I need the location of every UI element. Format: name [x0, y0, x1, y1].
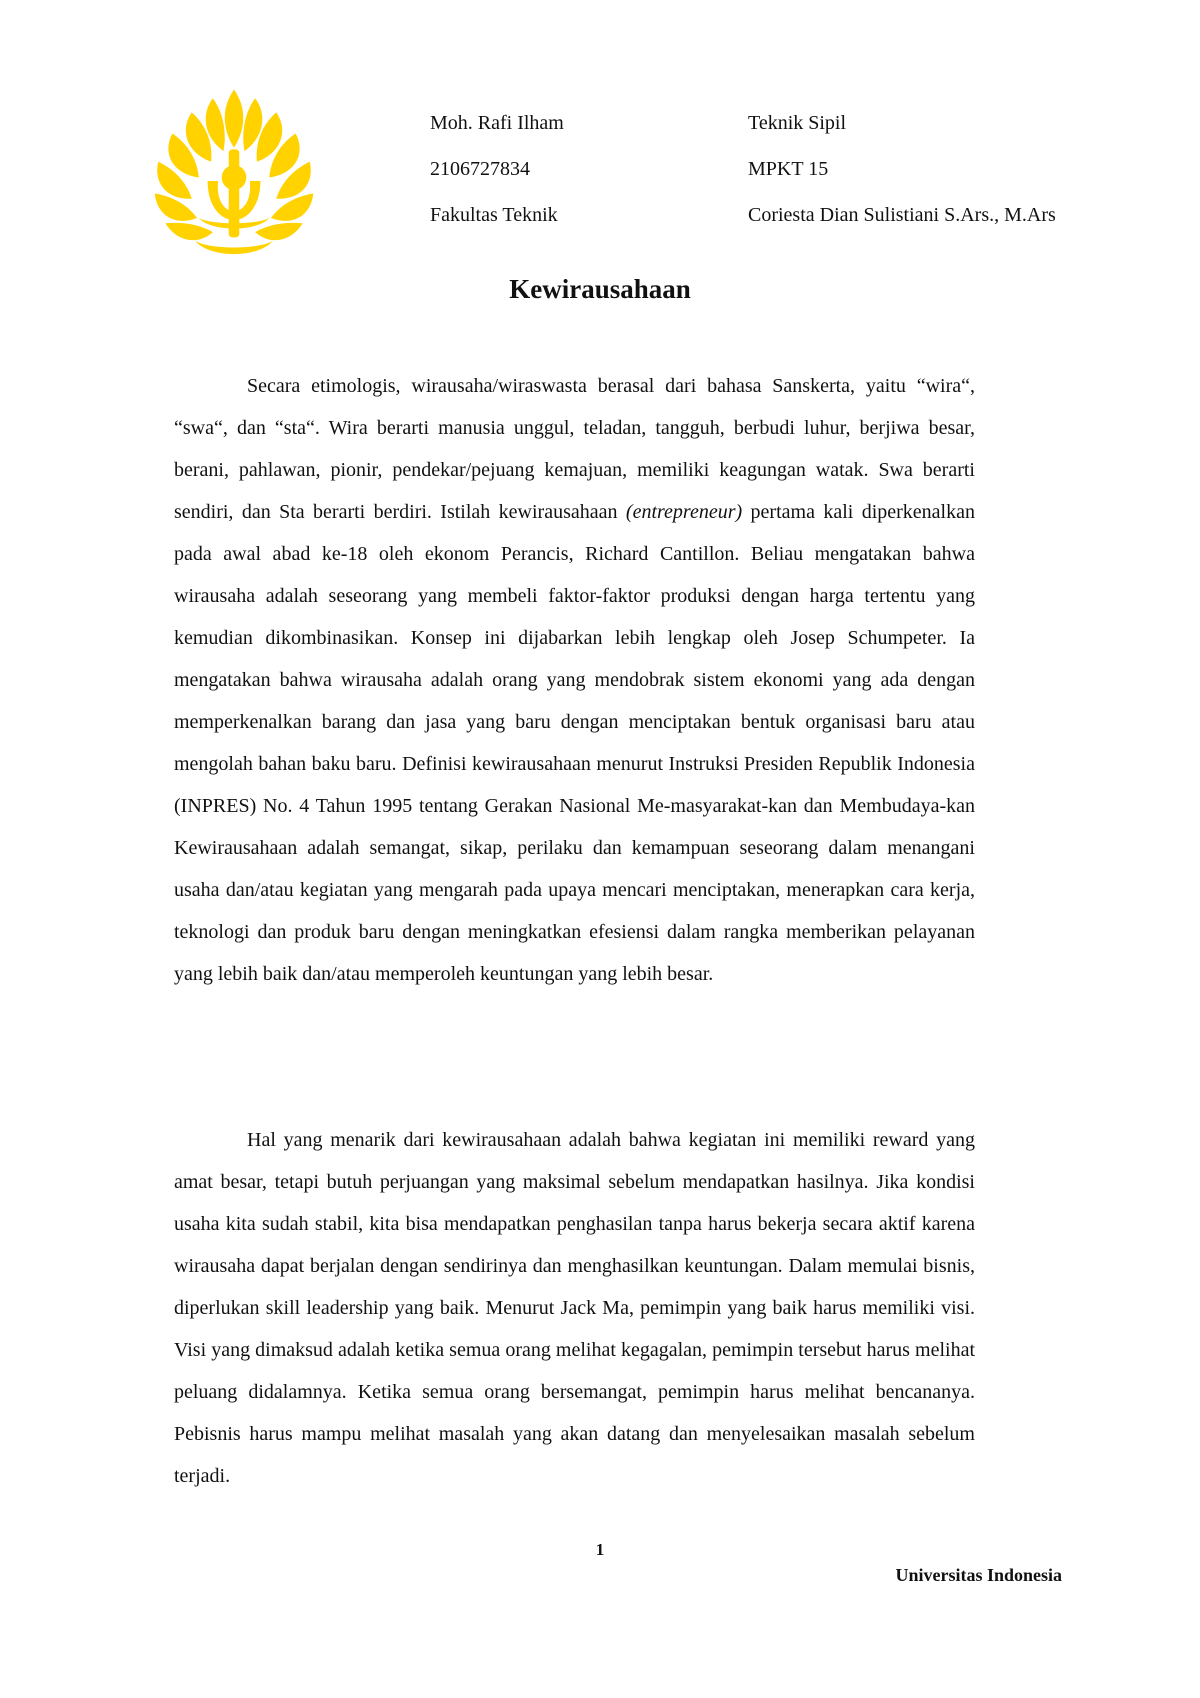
student-id: 2106727834: [430, 158, 530, 180]
paragraph-2: Hal yang menarik dari kewirausahaan adalah bahwa kegiatan ini memiliki reward yang amat besar, tetapi butuh perjuangan yang maksimal sebelum mendapatkan hasilnya. Jika kondisi usaha kita sudah stabil, kita bisa mendapatkan penghasilan tanpa harus bekerja secara aktif karena wirausaha dapat berjalan dengan sendirinya dan menghasilkan keuntungan. Dalam memulai bisnis, diperlukan skill leadership yang baik. Menurut Jack Ma, pemimpin yang baik harus memiliki visi. Visi yang dimaksud adalah ketika semua orang melihat kegagalan, pemimpin tersebut harus melihat peluang didalamnya. Ketika semua orang bersemangat, pemimpin harus melihat bencananya. Pebisnis harus mampu melihat masalah yang akan datang dan menyelesaikan masalah sebelum terjadi.: [174, 1129, 975, 1487]
paragraph-1-italic-term: (entrepreneur): [625, 501, 743, 523]
universitas-indonesia-logo: [146, 86, 322, 262]
paragraph-1: [174, 365, 975, 995]
lecturer: Coriesta Dian Sulistiani S.Ars., M.Ars: [748, 204, 1056, 226]
page-number: 1: [595, 1540, 605, 1559]
student-name: Moh. Rafi Ilham: [430, 112, 564, 134]
document-title: Kewirausahaan: [509, 274, 691, 304]
faculty: Fakultas Teknik: [430, 204, 558, 226]
paragraph-1-text-b: pertama kali diperkenalkan pada awal abad ke-18 oleh ekonom Perancis, Richard Cantillon. Beliau mengatakan bahwa wirausaha adalah seseorang yang membeli faktor-faktor produksi dengan harga tertentu yang kemudian dikombinasikan. Konsep ini dijabarkan lebih lengkap oleh Josep Schumpeter. Ia mengatakan bahwa wirausaha adalah orang yang mendobrak sistem ekonomi yang ada dengan memperkenalkan barang dan jasa yang baru dengan menciptakan bentuk organisasi baru atau mengolah bahan baku baru. Definisi kewirausahaan menurut Instruksi Presiden Republik Indonesia (INPRES) No. 4 Tahun 1995 tentang Gerakan Nasional Me-masyarakat-kan dan Membudaya-kan Kewirausahaan adalah semangat, sikap, perilaku dan kemampuan seseorang dalam menangani usaha dan/atau kegiatan yang mengarah pada upaya mencari menciptakan, menerapkan cara kerja, teknologi dan produk baru dengan meningkatkan efesiensi dalam rangka memberikan pelayanan yang lebih baik dan/atau memperoleh keuntungan yang lebih besar.: [174, 501, 975, 985]
paragraph-1-text-a: Secara etimologis, wirausaha/wiraswasta berasal dari bahasa Sanskerta, yaitu “wira“, “swa“, dan “sta“. Wira berarti manusia unggul, teladan, tangguh, berbudi luhur, berjiwa besar, berani, pahlawan, pionir, pendekar/pejuang kemajuan, memiliki keagungan watak. Swa berarti sendiri, dan Sta berarti berdiri. Istilah kewirausahaan: [174, 375, 975, 523]
footer-university: Universitas Indonesia: [895, 1565, 1062, 1585]
major: Teknik Sipil: [748, 112, 847, 134]
course-class: MPKT 15: [748, 158, 829, 180]
